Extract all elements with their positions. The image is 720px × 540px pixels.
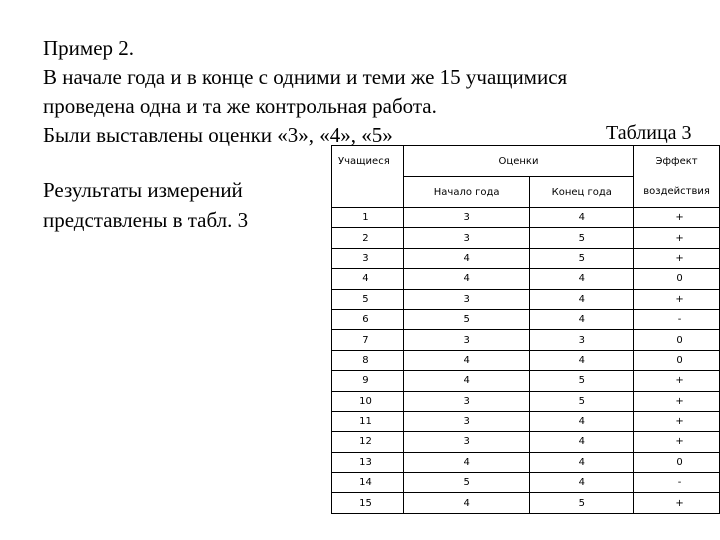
cell-student: 14 [332,473,404,493]
table-row [332,452,720,472]
cell-start-grade: 5 [403,473,530,493]
results-text [43,175,248,235]
intro-line: Были выставлены оценки «3», «4», «5» [43,123,393,147]
cell-start-grade: 3 [403,432,530,452]
results-line: представлены в табл. 3 [43,208,249,232]
cell-end-grade: 4 [530,473,634,493]
header-grades: Оценки [403,146,633,177]
header-students: Учащиеся [332,146,404,177]
cell-student: 3 [332,248,404,268]
cell-start-grade: 4 [403,493,530,513]
table-row [332,473,720,493]
header-effect-cont: воздействия [634,177,720,208]
intro-text [43,34,567,150]
cell-end-grade: 4 [530,269,634,289]
cell-effect: + [634,248,720,268]
cell-effect: + [634,411,720,431]
cell-end-grade: 4 [530,289,634,309]
cell-end-grade: 5 [530,248,634,268]
cell-end-grade: 5 [530,493,634,513]
cell-start-grade: 3 [403,411,530,431]
cell-start-grade: 4 [403,371,530,391]
cell-end-grade: 5 [530,391,634,411]
cell-end-grade: 4 [530,452,634,472]
table-row [332,371,720,391]
cell-end-grade: 4 [530,309,634,329]
cell-student: 12 [332,432,404,452]
cell-student: 10 [332,391,404,411]
table-row [332,228,720,248]
header-end: Конец года [530,177,634,208]
cell-student: 5 [332,289,404,309]
cell-start-grade: 4 [403,248,530,268]
table-subheader-row [332,177,720,208]
cell-effect: 0 [634,269,720,289]
header-start: Начало года [403,177,530,208]
cell-effect: 0 [634,452,720,472]
cell-effect: + [634,208,720,228]
cell-start-grade: 3 [403,208,530,228]
cell-effect: + [634,289,720,309]
cell-student: 2 [332,228,404,248]
cell-end-grade: 4 [530,350,634,370]
table-row [332,248,720,268]
cell-student: 8 [332,350,404,370]
cell-start-grade: 4 [403,452,530,472]
cell-start-grade: 5 [403,309,530,329]
cell-student: 1 [332,208,404,228]
cell-end-grade: 4 [530,208,634,228]
cell-start-grade: 4 [403,269,530,289]
table-row [332,391,720,411]
cell-effect: 0 [634,330,720,350]
table-row [332,411,720,431]
table-row [332,350,720,370]
table-caption: Таблица 3 [606,122,692,144]
cell-start-grade: 4 [403,350,530,370]
cell-effect: - [634,473,720,493]
cell-effect: + [634,432,720,452]
cell-effect: + [634,371,720,391]
cell-end-grade: 5 [530,371,634,391]
cell-student: 11 [332,411,404,431]
cell-student: 9 [332,371,404,391]
cell-effect: + [634,228,720,248]
intro-line: В начале года и в конце с одними и теми же 15 учащимися [43,65,568,89]
cell-start-grade: 3 [403,228,530,248]
cell-student: 4 [332,269,404,289]
cell-start-grade: 3 [403,330,530,350]
table-row [332,208,720,228]
cell-end-grade: 5 [530,228,634,248]
cell-effect: - [634,309,720,329]
cell-effect: 0 [634,350,720,370]
cell-start-grade: 3 [403,391,530,411]
cell-end-grade: 4 [530,432,634,452]
header-students-cont [332,177,404,208]
cell-student: 7 [332,330,404,350]
table-header-row [332,146,720,177]
intro-line: проведена одна и та же контрольная работа. [43,94,437,118]
header-effect: Эффект [634,146,720,177]
cell-student: 13 [332,452,404,472]
cell-end-grade: 3 [530,330,634,350]
table-row [332,493,720,513]
cell-end-grade: 4 [530,411,634,431]
table-row [332,289,720,309]
cell-effect: + [634,493,720,513]
cell-student: 6 [332,309,404,329]
grades-table [331,145,720,514]
table-row [332,432,720,452]
table-row [332,309,720,329]
cell-student: 15 [332,493,404,513]
table-row [332,330,720,350]
cell-effect: + [634,391,720,411]
table-row [332,269,720,289]
results-line: Результаты измерений [43,178,243,202]
example-heading: Пример 2. [43,36,135,60]
cell-start-grade: 3 [403,289,530,309]
